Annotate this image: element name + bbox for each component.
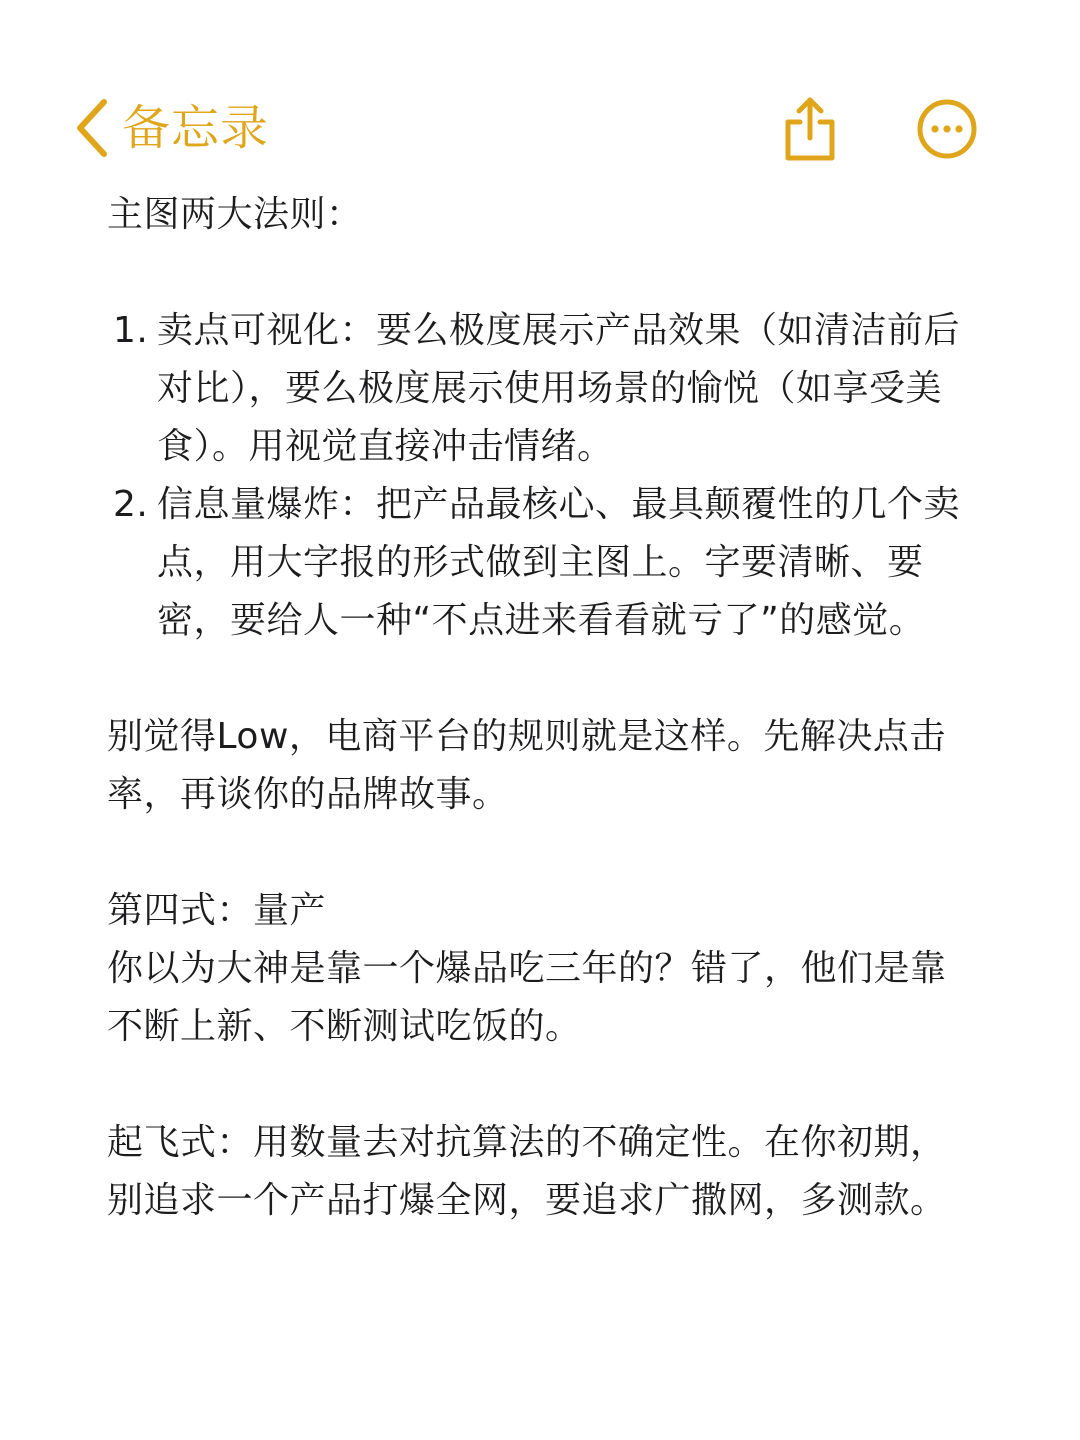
note-body[interactable] [107, 186, 977, 1230]
list-text: 信息量爆炸：把产品最核心、最具颠覆性的几个卖点，用大字报的形式做到主图上。字要清晰、要密，要给人一种“不点进来看看就亏了”的感觉。 [157, 484, 961, 641]
blank-line [107, 650, 977, 708]
back-button[interactable] [72, 96, 269, 160]
more-icon [916, 98, 978, 160]
blank-line [107, 824, 977, 882]
more-button[interactable] [916, 98, 978, 160]
navigation-bar [0, 0, 1080, 190]
list-item [107, 476, 977, 650]
paragraph: 起飞式：用数量去对抗算法的不确定性。在你初期，别追求一个产品打爆全网，要追求广撒网，多测款。 [107, 1122, 947, 1221]
list-number: 2. [113, 484, 149, 525]
share-button[interactable] [780, 96, 840, 162]
list-number: 1. [113, 310, 149, 351]
back-label: 备忘录 [122, 100, 270, 156]
chevron-left-icon [72, 96, 112, 160]
note-heading: 主图两大法则： [107, 194, 363, 235]
blank-line [107, 1056, 977, 1114]
list-text: 卖点可视化：要么极度展示产品效果（如清洁前后对比），要么极度展示使用场景的愉悦（如享受美食）。用视觉直接冲击情绪。 [157, 310, 961, 467]
paragraph: 你以为大神是靠一个爆品吃三年的？错了，他们是靠不断上新、不断测试吃饭的。 [107, 948, 947, 1047]
blank-line [107, 244, 977, 302]
paragraph: 别觉得Low，电商平台的规则就是这样。先解决点击率，再谈你的品牌故事。 [107, 716, 946, 815]
share-icon [780, 96, 840, 162]
list-item [107, 302, 977, 476]
section-title: 第四式：量产 [107, 890, 327, 931]
rules-list [107, 302, 977, 650]
